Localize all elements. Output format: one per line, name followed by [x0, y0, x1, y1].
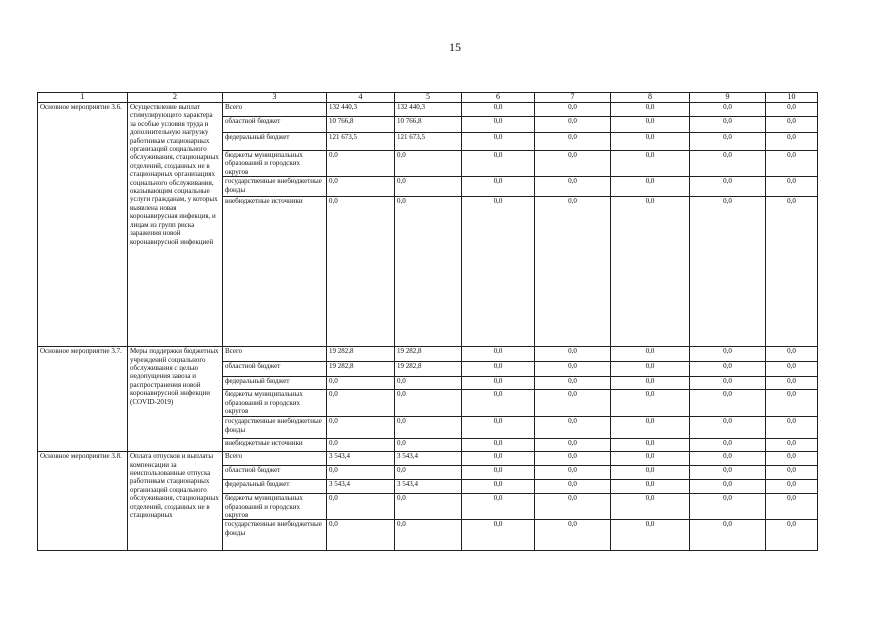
amount-cell: 121 673,5 [327, 133, 395, 151]
amount-cell: 3 543,4 [395, 480, 462, 494]
amount-cell: 0,0 [327, 151, 395, 177]
amount-cell: 0,0 [766, 103, 818, 117]
amount-cell: 0,0 [766, 520, 818, 551]
funding-source: областной бюджет [223, 466, 327, 480]
column-number: 7 [535, 93, 611, 103]
amount-cell: 0,0 [766, 466, 818, 480]
table-row [38, 103, 818, 117]
column-number: 1 [38, 93, 128, 103]
amount-cell: 0,0 [462, 417, 535, 439]
project-name: Меры поддержки бюджетных учреждений социального обслуживания с целью недопущения завоза и распространения новой коронавирусной инфекции (COVID-2019) [128, 347, 223, 452]
amount-cell: 0,0 [690, 197, 766, 347]
amount-cell: 0,0 [462, 117, 535, 133]
amount-cell: 0,0 [327, 439, 395, 452]
amount-cell: 0,0 [395, 439, 462, 452]
column-number: 9 [690, 93, 766, 103]
amount-cell: 0,0 [611, 377, 690, 390]
amount-cell: 0,0 [611, 466, 690, 480]
amount-cell: 121 673,5 [395, 133, 462, 151]
project-label: Основное мероприятие 3.7. [38, 347, 128, 452]
funding-source: федеральный бюджет [223, 377, 327, 390]
column-number: 2 [128, 93, 223, 103]
amount-cell: 0,0 [395, 151, 462, 177]
amount-cell: 0,0 [690, 362, 766, 377]
amount-cell: 0,0 [462, 347, 535, 362]
project-label: Основное мероприятие 3.8. [38, 452, 128, 551]
amount-cell: 0,0 [766, 494, 818, 520]
amount-cell: 0,0 [690, 480, 766, 494]
budget-table [37, 92, 818, 551]
amount-cell: 0,0 [690, 452, 766, 466]
amount-cell: 0,0 [462, 177, 535, 197]
column-number: 8 [611, 93, 690, 103]
amount-cell: 0,0 [611, 390, 690, 417]
column-number: 4 [327, 93, 395, 103]
amount-cell: 0,0 [395, 417, 462, 439]
amount-cell: 0,0 [535, 117, 611, 133]
amount-cell: 0,0 [766, 177, 818, 197]
amount-cell: 0,0 [462, 133, 535, 151]
table-row [38, 452, 818, 466]
amount-cell: 0,0 [535, 452, 611, 466]
amount-cell: 3 543,4 [395, 452, 462, 466]
amount-cell: 0,0 [766, 347, 818, 362]
amount-cell: 0,0 [766, 452, 818, 466]
funding-source: бюджеты муниципальных образований и городских округов [223, 390, 327, 417]
amount-cell: 0,0 [462, 480, 535, 494]
column-number-row [38, 93, 818, 103]
amount-cell: 0,0 [535, 133, 611, 151]
page-number: 15 [449, 40, 461, 54]
funding-source: внебюджетные источники [223, 439, 327, 452]
amount-cell: 0,0 [690, 417, 766, 439]
amount-cell: 0,0 [766, 480, 818, 494]
amount-cell: 0,0 [327, 417, 395, 439]
amount-cell: 0,0 [766, 197, 818, 347]
amount-cell: 132 440,3 [395, 103, 462, 117]
amount-cell: 0,0 [462, 197, 535, 347]
amount-cell: 19 282,8 [327, 362, 395, 377]
column-number: 5 [395, 93, 462, 103]
amount-cell: 0,0 [535, 377, 611, 390]
amount-cell: 0,0 [611, 133, 690, 151]
amount-cell: 0,0 [611, 347, 690, 362]
amount-cell: 0,0 [395, 494, 462, 520]
funding-source: бюджеты муниципальных образований и городских округов [223, 151, 327, 177]
amount-cell: 0,0 [535, 417, 611, 439]
amount-cell: 0,0 [535, 362, 611, 377]
amount-cell: 0,0 [535, 480, 611, 494]
amount-cell: 0,0 [690, 177, 766, 197]
funding-source: Всего [223, 452, 327, 466]
column-number: 10 [766, 93, 818, 103]
funding-source: государственные внебюджетные фонды [223, 417, 327, 439]
amount-cell: 0,0 [690, 377, 766, 390]
amount-cell: 19 282,8 [395, 362, 462, 377]
amount-cell: 0,0 [327, 494, 395, 520]
funding-source: бюджеты муниципальных образований и городских округов [223, 494, 327, 520]
amount-cell: 0,0 [395, 177, 462, 197]
amount-cell: 0,0 [535, 197, 611, 347]
amount-cell: 0,0 [535, 177, 611, 197]
amount-cell: 0,0 [462, 390, 535, 417]
amount-cell: 0,0 [611, 117, 690, 133]
amount-cell: 3 543,4 [327, 480, 395, 494]
amount-cell: 0,0 [690, 520, 766, 551]
column-number: 6 [462, 93, 535, 103]
amount-cell: 0,0 [766, 133, 818, 151]
amount-cell: 0,0 [395, 520, 462, 551]
amount-cell: 19 282,8 [395, 347, 462, 362]
amount-cell: 0,0 [462, 377, 535, 390]
amount-cell: 0,0 [462, 151, 535, 177]
funding-source: Всего [223, 103, 327, 117]
amount-cell: 0,0 [690, 133, 766, 151]
amount-cell: 132 440,3 [327, 103, 395, 117]
funding-source: федеральный бюджет [223, 480, 327, 494]
amount-cell: 0,0 [395, 197, 462, 347]
funding-source: государственные внебюджетные фонды [223, 520, 327, 551]
amount-cell: 0,0 [611, 417, 690, 439]
amount-cell: 0,0 [690, 439, 766, 452]
amount-cell: 0,0 [611, 480, 690, 494]
amount-cell: 0,0 [611, 494, 690, 520]
amount-cell: 0,0 [395, 466, 462, 480]
funding-source: областной бюджет [223, 117, 327, 133]
amount-cell: 0,0 [690, 466, 766, 480]
amount-cell: 0,0 [611, 362, 690, 377]
amount-cell: 0,0 [462, 439, 535, 452]
amount-cell: 0,0 [327, 466, 395, 480]
amount-cell: 0,0 [462, 466, 535, 480]
amount-cell: 0,0 [535, 466, 611, 480]
amount-cell: 0,0 [327, 377, 395, 390]
amount-cell: 0,0 [690, 117, 766, 133]
table-body [38, 103, 818, 551]
amount-cell: 0,0 [395, 377, 462, 390]
amount-cell: 0,0 [611, 103, 690, 117]
amount-cell: 0,0 [766, 377, 818, 390]
amount-cell: 0,0 [766, 151, 818, 177]
amount-cell: 0,0 [327, 177, 395, 197]
amount-cell: 0,0 [462, 520, 535, 551]
amount-cell: 0,0 [535, 494, 611, 520]
amount-cell: 0,0 [535, 390, 611, 417]
funding-source: федеральный бюджет [223, 133, 327, 151]
amount-cell: 0,0 [395, 390, 462, 417]
project-label: Основное мероприятие 3.6. [38, 103, 128, 347]
amount-cell: 0,0 [462, 103, 535, 117]
amount-cell: 0,0 [462, 362, 535, 377]
funding-source: Всего [223, 347, 327, 362]
column-number: 3 [223, 93, 327, 103]
amount-cell: 0,0 [611, 151, 690, 177]
amount-cell: 0,0 [611, 520, 690, 551]
amount-cell: 0,0 [327, 520, 395, 551]
amount-cell: 0,0 [766, 417, 818, 439]
amount-cell: 0,0 [535, 347, 611, 362]
funding-source: государственные внебюджетные фонды [223, 177, 327, 197]
amount-cell: 0,0 [535, 439, 611, 452]
amount-cell: 0,0 [327, 390, 395, 417]
amount-cell: 0,0 [766, 362, 818, 377]
amount-cell: 0,0 [690, 390, 766, 417]
amount-cell: 0,0 [766, 117, 818, 133]
project-name: Оплата отпусков и выплаты компенсации за неиспользованные отпуска работникам стационарных организаций социального обслуживания, стационарных отделений, созданных не в стационарных [128, 452, 223, 551]
amount-cell: 0,0 [462, 494, 535, 520]
amount-cell: 0,0 [535, 151, 611, 177]
funding-source: внебюджетные источники [223, 197, 327, 347]
amount-cell: 0,0 [766, 439, 818, 452]
amount-cell: 0,0 [535, 103, 611, 117]
amount-cell: 10 766,8 [395, 117, 462, 133]
amount-cell: 0,0 [611, 197, 690, 347]
amount-cell: 0,0 [611, 452, 690, 466]
amount-cell: 3 543,4 [327, 452, 395, 466]
amount-cell: 0,0 [327, 197, 395, 347]
table-row [38, 347, 818, 362]
amount-cell: 0,0 [766, 390, 818, 417]
amount-cell: 10 766,8 [327, 117, 395, 133]
amount-cell: 0,0 [462, 452, 535, 466]
amount-cell: 19 282,8 [327, 347, 395, 362]
amount-cell: 0,0 [611, 177, 690, 197]
amount-cell: 0,0 [690, 151, 766, 177]
project-name: Осуществление выплат стимулирующего характера за особые условия труда и дополнительную нагрузку работникам стационарных организаций социального обслуживания, стационарных отделений, созданных не в стационарных организациях социального обслуживания, оказывающим социальные услуги гражданам, у которых выявлена новая коронавирусная инфекция, и лицам из групп риска заражения новой коронавирусной инфекцией [128, 103, 223, 347]
funding-source: областной бюджет [223, 362, 327, 377]
amount-cell: 0,0 [535, 520, 611, 551]
amount-cell: 0,0 [690, 347, 766, 362]
amount-cell: 0,0 [690, 494, 766, 520]
amount-cell: 0,0 [611, 439, 690, 452]
amount-cell: 0,0 [690, 103, 766, 117]
